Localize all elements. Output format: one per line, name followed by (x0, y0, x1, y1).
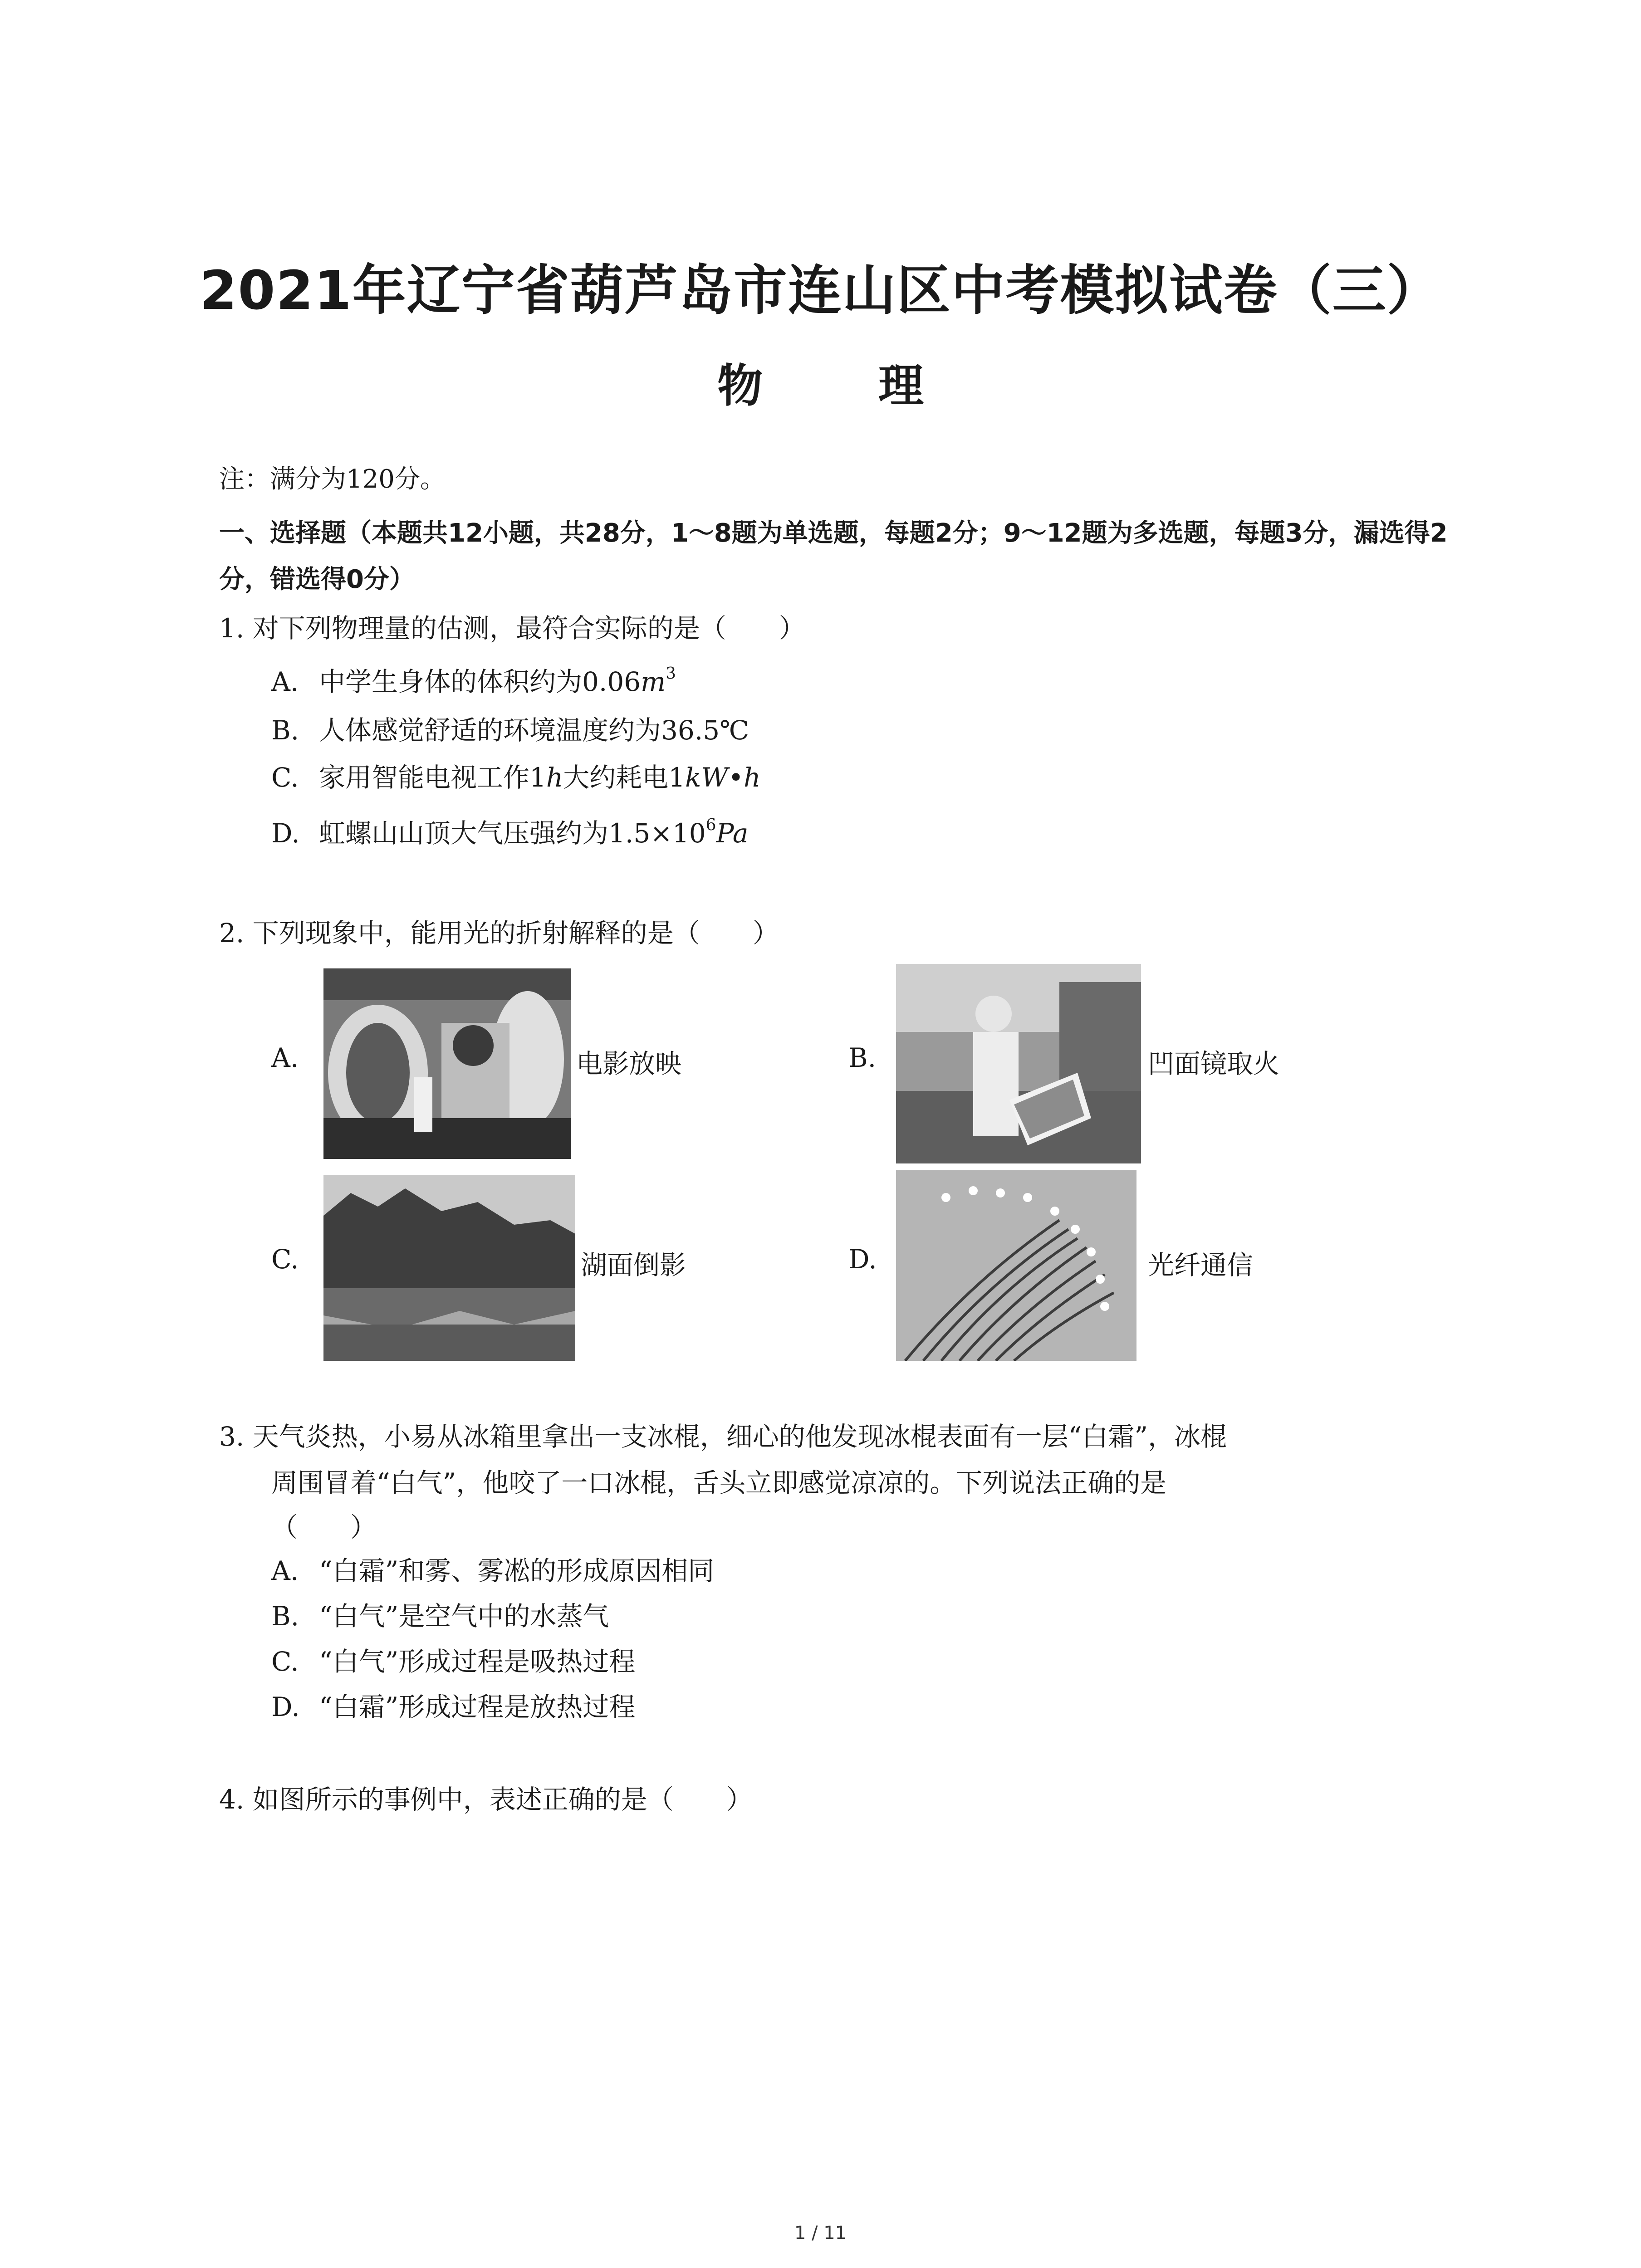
section-heading: 一、选择题（本题共12小题，共28分，1～8题为单选题，每题2分；9～12题为多选题，每题3分，漏选得2分，错选得0分） (219, 518, 1448, 594)
question-2-option-b-caption: 凹面镜取火 (1148, 1048, 1280, 1079)
question-2-option-d-caption: 光纤通信 (1148, 1250, 1254, 1281)
question-1-option-b: B. 人体感觉舒适的环境温度约为36.5℃ (271, 715, 749, 746)
question-1-option-a: A. 中学生身体的体积约为$0.06m^3$ (271, 664, 676, 697)
question-2-option-a-caption: 电影放映 (576, 1048, 682, 1079)
subject-title: 物 理 (717, 359, 974, 412)
question-2-option-b-label: B. (848, 1042, 877, 1073)
question-1-option-d: D. 虹螺山山顶大气压强约为$1.5\times 10^6Pa$ (271, 816, 749, 849)
question-3-stem-line-2: 周围冒着“白气”，他咬了一口冰棍，舌头立即感觉凉凉的。下列说法正确的是 (271, 1467, 1167, 1498)
concave-mirror-image (896, 964, 1141, 1163)
question-3-option-d: D. “白霜”形成过程是放热过程 (271, 1691, 636, 1722)
concave-mirror-fire-photo (896, 964, 1141, 1163)
question-2-option-c-caption: 湖面倒影 (581, 1250, 686, 1281)
question-3-option-a: A. “白霜”和雾、雾凇的形成原因相同 (271, 1555, 715, 1586)
page-title: 2021年辽宁省葫芦岛市连山区中考模拟试卷（三） (200, 259, 1441, 322)
page-number: 1 / 11 (794, 2223, 847, 2244)
movie-projection-photo (323, 968, 571, 1159)
lake-reflection-image (323, 1175, 575, 1361)
question-3-option-c: C. “白气”形成过程是吸热过程 (271, 1646, 636, 1677)
score-note: 注：满分为120分。 (219, 464, 446, 494)
question-1-option-c: C. 家用智能电视工作1h大约耗电1kW•h (271, 762, 761, 793)
fiber-optic-image (896, 1170, 1136, 1361)
question-4-stem: 4. 如图所示的事例中，表述正确的是（ ） (219, 1784, 753, 1815)
lake-reflection-photo (323, 1175, 575, 1361)
fiber-optic-photo (896, 1170, 1136, 1361)
question-2-option-d-label: D. (848, 1244, 877, 1275)
question-3-stem-line-3: （ ） (271, 1512, 377, 1543)
question-3-option-b: B. “白气”是空气中的水蒸气 (271, 1601, 609, 1632)
question-2-option-c-label: C. (271, 1244, 299, 1275)
movie-projection-image (323, 968, 571, 1159)
question-3-stem-line-1: 3. 天气炎热，小易从冰箱里拿出一支冰棍，细心的他发现冰棍表面有一层“白霜”，冰棍 (219, 1421, 1227, 1452)
question-2-stem: 2. 下列现象中，能用光的折射解释的是（ ） (219, 918, 779, 948)
question-2-option-a-label: A. (271, 1042, 299, 1073)
question-1-stem: 1. 对下列物理量的估测，最符合实际的是（ ） (219, 613, 805, 644)
